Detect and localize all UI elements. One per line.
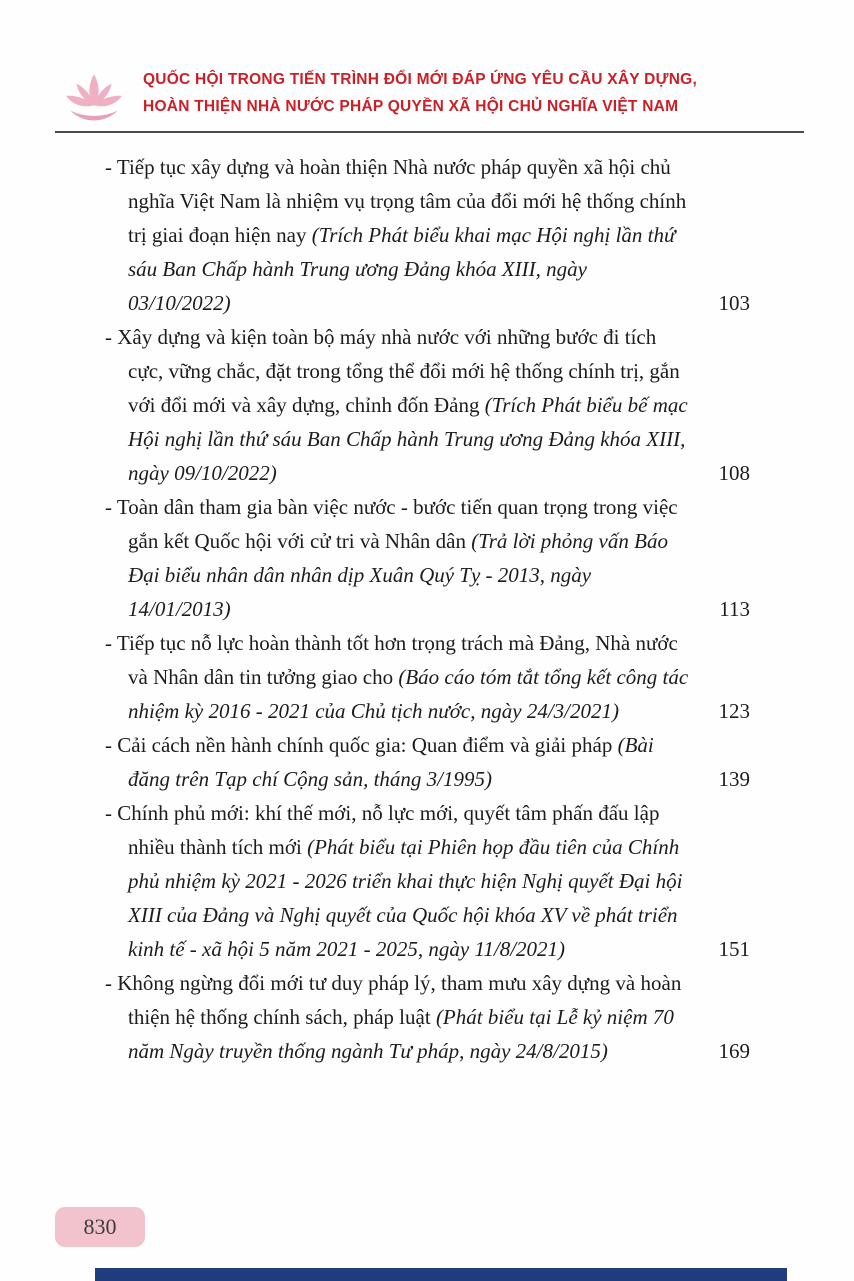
header-text xyxy=(143,66,804,120)
entry-citation: (Báo cáo tóm tắt tổng kết công tác nhiệm kỳ 2016 - 2021 của Chủ tịch nước, ngày 24/3/2021) xyxy=(128,665,689,723)
entry-dash: - xyxy=(105,971,112,995)
entry-text xyxy=(105,728,693,796)
entry-page-number: 103 xyxy=(718,291,750,315)
page-number: 830 xyxy=(83,1214,117,1239)
entry-page-number: 123 xyxy=(718,699,750,723)
toc-entry xyxy=(105,320,750,490)
entry-text xyxy=(105,490,693,626)
entry-citation: (Phát biểu tại Lễ kỷ niệm 70 năm Ngày truyền thống ngành Tư pháp, ngày 24/8/2015) xyxy=(128,1005,674,1063)
entry-page-number: 113 xyxy=(719,597,750,621)
entry-citation: (Phát biểu tại Phiên họp đầu tiên của Chính phủ nhiệm kỳ 2021 - 2026 triển khai thực hiện Nghị quyết Đại hội XIII của Đảng và Nghị quyết của Quốc hội khóa XV về phát triển kinh tế - xã hội 5 năm 2021 - 2025, ngày 11/8/2021) xyxy=(128,835,683,961)
toc-entry xyxy=(105,626,750,728)
header-line2: HOÀN THIỆN NHÀ NƯỚC PHÁP QUYỀN XÃ HỘI CHỦ NGHĨA VIỆT NAM xyxy=(143,98,679,115)
toc-entry xyxy=(105,150,750,320)
toc-entry xyxy=(105,490,750,626)
entry-page-number: 108 xyxy=(718,461,750,485)
table-of-contents xyxy=(105,150,750,1068)
header-divider xyxy=(55,131,804,133)
entry-page-number: 169 xyxy=(718,1039,750,1063)
entry-dash: - xyxy=(105,495,112,519)
entry-dash: - xyxy=(105,325,112,349)
lotus-logo-icon xyxy=(63,70,125,124)
entry-title: Tiếp tục nỗ lực hoàn thành tốt hơn trọng trách mà Đảng, Nhà nước và Nhân dân tin tưởng giao cho xyxy=(116,631,678,689)
entry-text xyxy=(105,796,693,966)
entry-title: Không ngừng đổi mới tư duy pháp lý, tham mưu xây dựng và hoàn thiện hệ thống chính sách, pháp luật xyxy=(117,971,682,1029)
entry-citation: (Trích Phát biểu bế mạc Hội nghị lần thứ sáu Ban Chấp hành Trung ương Đảng khóa XIII, ngày 09/10/2022) xyxy=(128,393,688,485)
toc-entry xyxy=(105,728,750,796)
entry-title: Toàn dân tham gia bàn việc nước - bước tiến quan trọng trong việc gắn kết Quốc hội với cử tri và Nhân dân xyxy=(116,495,678,553)
entry-dash: - xyxy=(105,631,112,655)
header-line1: QUỐC HỘI TRONG TIẾN TRÌNH ĐỔI MỚI ĐÁP ỨNG YÊU CẦU XÂY DỰNG, xyxy=(143,71,698,88)
bottom-edge-strip xyxy=(95,1268,787,1281)
entry-title: Tiếp tục xây dựng và hoàn thiện Nhà nước pháp quyền xã hội chủ nghĩa Việt Nam là nhiệm vụ trọng tâm của đổi mới hệ thống chính trị giai đoạn hiện nay xyxy=(116,155,687,247)
book-header xyxy=(55,66,804,136)
entry-title: Chính phủ mới: khí thế mới, nỗ lực mới, quyết tâm phấn đấu lập nhiều thành tích mới xyxy=(117,801,660,859)
entry-page-number: 151 xyxy=(718,937,750,961)
toc-entry xyxy=(105,796,750,966)
entry-text xyxy=(105,320,693,490)
footer-page-badge xyxy=(55,1207,145,1247)
toc-entry xyxy=(105,966,750,1068)
entry-citation: (Trích Phát biểu khai mạc Hội nghị lần thứ sáu Ban Chấp hành Trung ương Đảng khóa XIII, ngày 03/10/2022) xyxy=(128,223,676,315)
entry-citation: (Bài đăng trên Tạp chí Cộng sản, tháng 3/1995) xyxy=(128,733,654,791)
entry-title: Xây dựng và kiện toàn bộ máy nhà nước với những bước đi tích cực, vững chắc, đặt trong tổng thể đổi mới hệ thống chính trị, gắn với đổi mới và xây dựng, chỉnh đốn Đảng xyxy=(117,325,680,417)
entry-dash: - xyxy=(105,155,112,179)
entry-dash: - xyxy=(105,733,112,757)
entry-title: Cải cách nền hành chính quốc gia: Quan điểm và giải pháp xyxy=(117,733,618,757)
entry-page-number: 139 xyxy=(718,767,750,791)
entry-text xyxy=(105,150,693,320)
entry-text xyxy=(105,966,693,1068)
entry-text xyxy=(105,626,693,728)
entry-dash: - xyxy=(105,801,112,825)
entry-citation: (Trả lời phỏng vấn Báo Đại biểu nhân dân nhân dịp Xuân Quý Tỵ - 2013, ngày 14/01/2013) xyxy=(128,529,668,621)
